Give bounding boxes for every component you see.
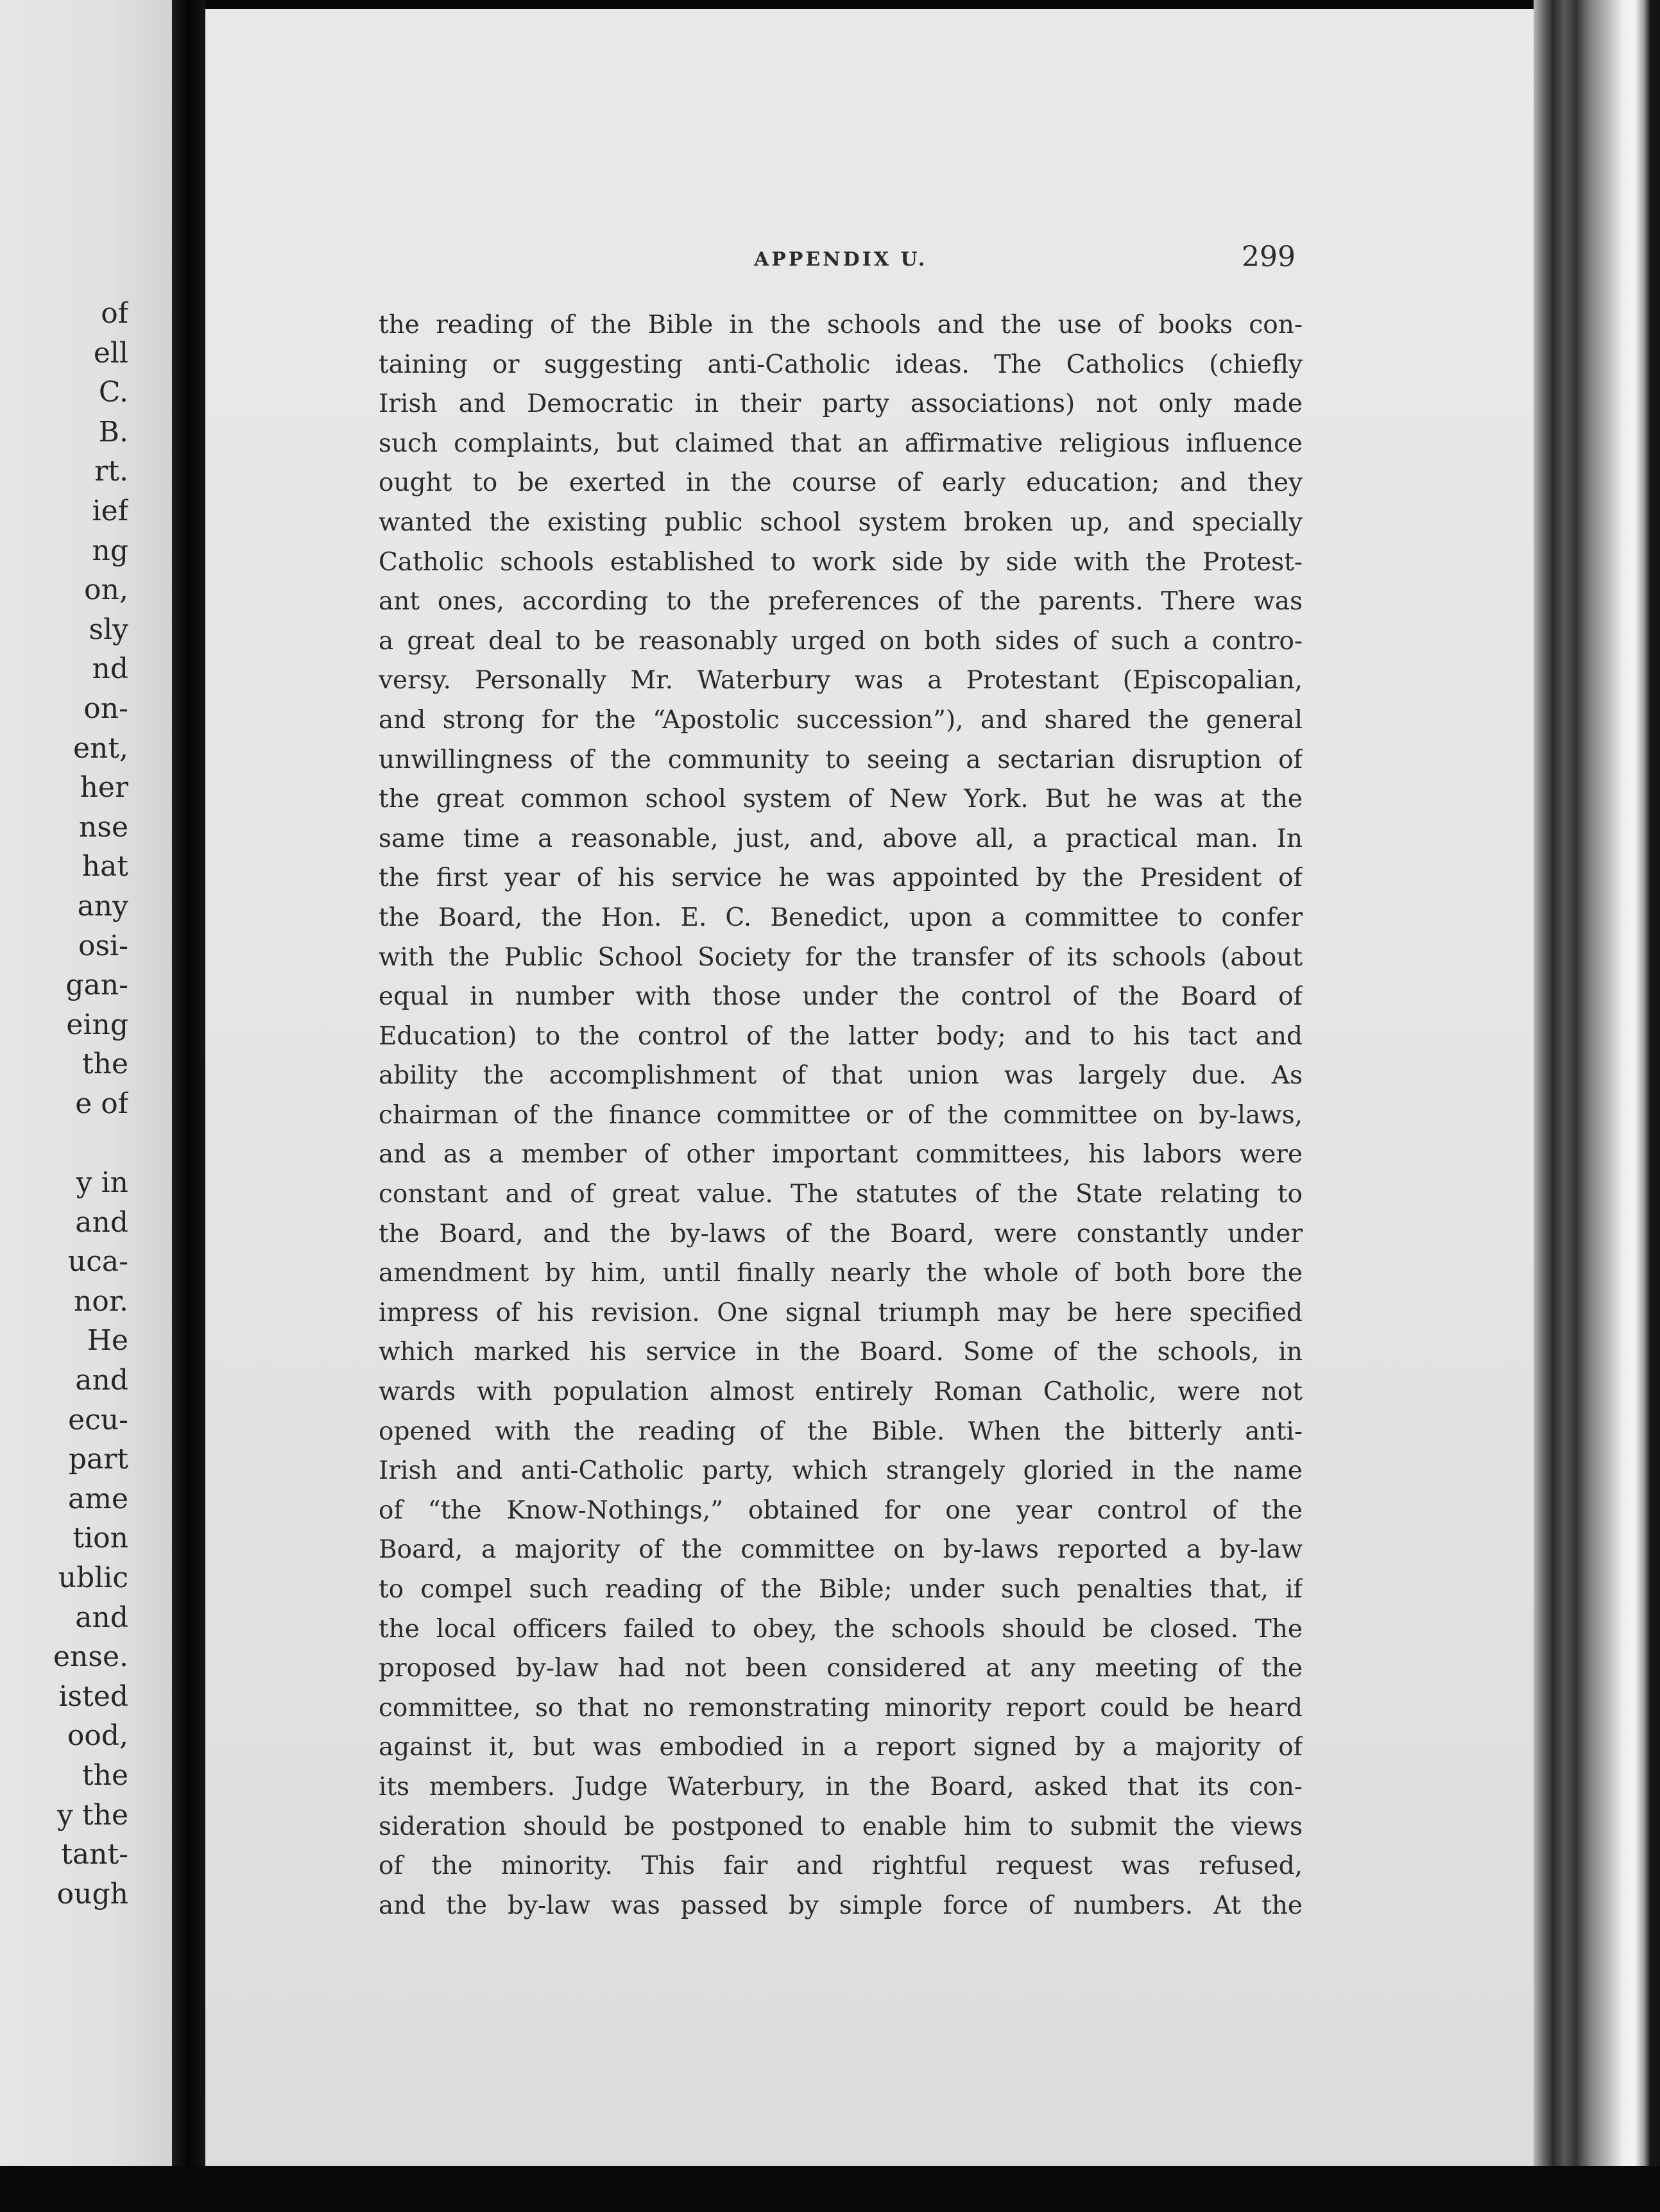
previous-page-line-fragment: nor.: [73, 1284, 128, 1318]
previous-page-line-fragment: her: [80, 771, 128, 804]
text-line: proposed by-law had not been considered at any meeting of the: [379, 1654, 1303, 1683]
book-page: [205, 9, 1540, 2166]
book-gutter: [172, 0, 205, 2212]
text-line: opened with the reading of the Bible. When the bitterly anti-: [379, 1417, 1303, 1446]
previous-page-line-fragment: any: [77, 889, 128, 923]
text-line: wanted the existing public school system broken up, and specially: [379, 507, 1303, 537]
previous-page-line-fragment: gan-: [65, 969, 128, 1002]
text-line: the Board, the Hon. E. C. Benedict, upon a committee to confer: [379, 903, 1303, 932]
text-line: impress of his revision. One signal triumph may be here specified: [379, 1298, 1303, 1327]
text-line: and the by-law was passed by simple force of numbers. At the: [379, 1891, 1303, 1920]
text-line: ought to be exerted in the course of early education; and they: [379, 468, 1303, 498]
previous-page-line-fragment: osi-: [78, 929, 128, 962]
previous-page-line-fragment: ecu-: [68, 1403, 128, 1436]
previous-page-line-fragment: on-: [83, 692, 128, 725]
previous-page-line-fragment: sly: [89, 613, 128, 646]
previous-page-line-fragment: and: [75, 1205, 128, 1239]
text-line: same time a reasonable, just, and, above all, a practical man. In: [379, 824, 1303, 853]
previous-page-line-fragment: and: [75, 1601, 128, 1634]
previous-page-line-fragment: isted: [58, 1680, 128, 1713]
previous-page-line-fragment: of: [101, 297, 128, 330]
text-line: versy. Personally Mr. Waterbury was a Protestant (Episcopalian,: [379, 666, 1303, 695]
previous-page-line-fragment: on,: [84, 574, 128, 607]
text-line: against it, but was embodied in a report signed by a majority of: [379, 1733, 1303, 1762]
text-line: taining or suggesting anti-Catholic ideas. The Catholics (chiefly: [379, 350, 1303, 379]
text-line: Catholic schools established to work side by side with the Protest-: [379, 547, 1303, 577]
text-line: the first year of his service he was appointed by the President of: [379, 864, 1303, 893]
text-line: wards with population almost entirely Roman Catholic, were not: [379, 1377, 1303, 1407]
previous-page-strip: [0, 0, 180, 2212]
text-line: amendment by him, until finally nearly the whole of both bore the: [379, 1259, 1303, 1288]
previous-page-line-fragment: ng: [92, 534, 128, 567]
text-line: which marked his service in the Board. Some of the schools, in: [379, 1338, 1303, 1367]
previous-page-line-fragment: B.: [98, 415, 128, 448]
previous-page-line-fragment: [0, 1123, 128, 1163]
running-title: APPENDIX U.: [754, 248, 928, 271]
previous-page-line-fragment: y in: [76, 1166, 128, 1200]
text-line: to compel such reading of the Bible; under such penalties that, if: [379, 1575, 1303, 1604]
scan-border: [0, 2166, 1660, 2212]
previous-page-line-fragment: the: [81, 1048, 128, 1081]
page-edges: [1534, 0, 1660, 2212]
running-head: [205, 237, 1540, 282]
previous-page-text-fragments: [0, 294, 128, 1914]
previous-page-line-fragment: ief: [92, 494, 128, 527]
previous-page-line-fragment: ent,: [73, 731, 128, 765]
previous-page-line-fragment: nse: [79, 810, 128, 844]
text-line: sideration should be postponed to enable him to submit the views: [379, 1812, 1303, 1841]
previous-page-line-fragment: ublic: [58, 1561, 128, 1594]
previous-page-line-fragment: y the: [57, 1798, 128, 1832]
text-line: chairman of the finance committee or of the committee on by-laws,: [379, 1100, 1303, 1130]
text-line: Board, a majority of the committee on by-laws reported a by-law: [379, 1535, 1303, 1565]
text-line: the great common school system of New York. But he was at the: [379, 785, 1303, 814]
previous-page-line-fragment: the: [81, 1758, 128, 1792]
text-line: equal in number with those under the control of the Board of: [379, 982, 1303, 1012]
text-line: and as a member of other important committees, his labors were: [379, 1140, 1303, 1170]
page-number: 299: [1242, 241, 1296, 273]
previous-page-line-fragment: part: [68, 1443, 128, 1476]
body-text: [379, 305, 1303, 1925]
text-line: Irish and Democratic in their party associations) not only made: [379, 389, 1303, 419]
text-line: the local officers failed to obey, the schools should be closed. The: [379, 1614, 1303, 1644]
text-line: such complaints, but claimed that an affirmative religious influence: [379, 429, 1303, 458]
text-line: and strong for the “Apostolic succession”), and shared the general: [379, 705, 1303, 735]
previous-page-line-fragment: ough: [56, 1877, 128, 1910]
text-line: ability the accomplishment of that union was largely due. As: [379, 1061, 1303, 1091]
text-line: with the Public School Society for the transfer of its schools (about: [379, 942, 1303, 972]
text-line: its members. Judge Waterbury, in the Board, asked that its con-: [379, 1772, 1303, 1801]
previous-page-line-fragment: uca-: [67, 1245, 128, 1279]
text-line: the reading of the Bible in the schools and the use of books con-: [379, 311, 1303, 339]
previous-page-line-fragment: tant-: [61, 1838, 128, 1871]
text-line: committee, so that no remonstrating minority report could be heard: [379, 1693, 1303, 1723]
previous-page-line-fragment: C.: [98, 376, 128, 409]
previous-page-line-fragment: nd: [92, 652, 128, 686]
text-line: ant ones, according to the preferences of the parents. There was: [379, 587, 1303, 617]
text-line: Irish and anti-Catholic party, which strangely gloried in the name: [379, 1456, 1303, 1486]
previous-page-line-fragment: ood,: [67, 1719, 128, 1753]
previous-page-line-fragment: eing: [66, 1008, 128, 1041]
text-line: of “the Know-Nothings,” obtained for one year control of the: [379, 1495, 1303, 1525]
previous-page-line-fragment: hat: [81, 850, 128, 883]
previous-page-line-fragment: rt.: [94, 455, 128, 488]
previous-page-line-fragment: ell: [93, 336, 128, 370]
text-line: of the minority. This fair and rightful request was refused,: [379, 1851, 1303, 1881]
previous-page-line-fragment: ame: [68, 1482, 128, 1515]
previous-page-line-fragment: tion: [73, 1522, 128, 1555]
previous-page-line-fragment: and: [75, 1364, 128, 1397]
text-line: unwillingness of the community to seeing a sectarian disruption of: [379, 745, 1303, 774]
previous-page-line-fragment: e of: [75, 1087, 128, 1120]
text-line: a great deal to be reasonably urged on both sides of such a contro-: [379, 626, 1303, 656]
text-line: constant and of great value. The statutes of the State relating to: [379, 1180, 1303, 1209]
text-line: the Board, and the by-laws of the Board, were constantly under: [379, 1219, 1303, 1248]
previous-page-line-fragment: He: [87, 1324, 128, 1357]
previous-page-line-fragment: ense.: [53, 1640, 128, 1674]
text-line: Education) to the control of the latter body; and to his tact and: [379, 1021, 1303, 1051]
